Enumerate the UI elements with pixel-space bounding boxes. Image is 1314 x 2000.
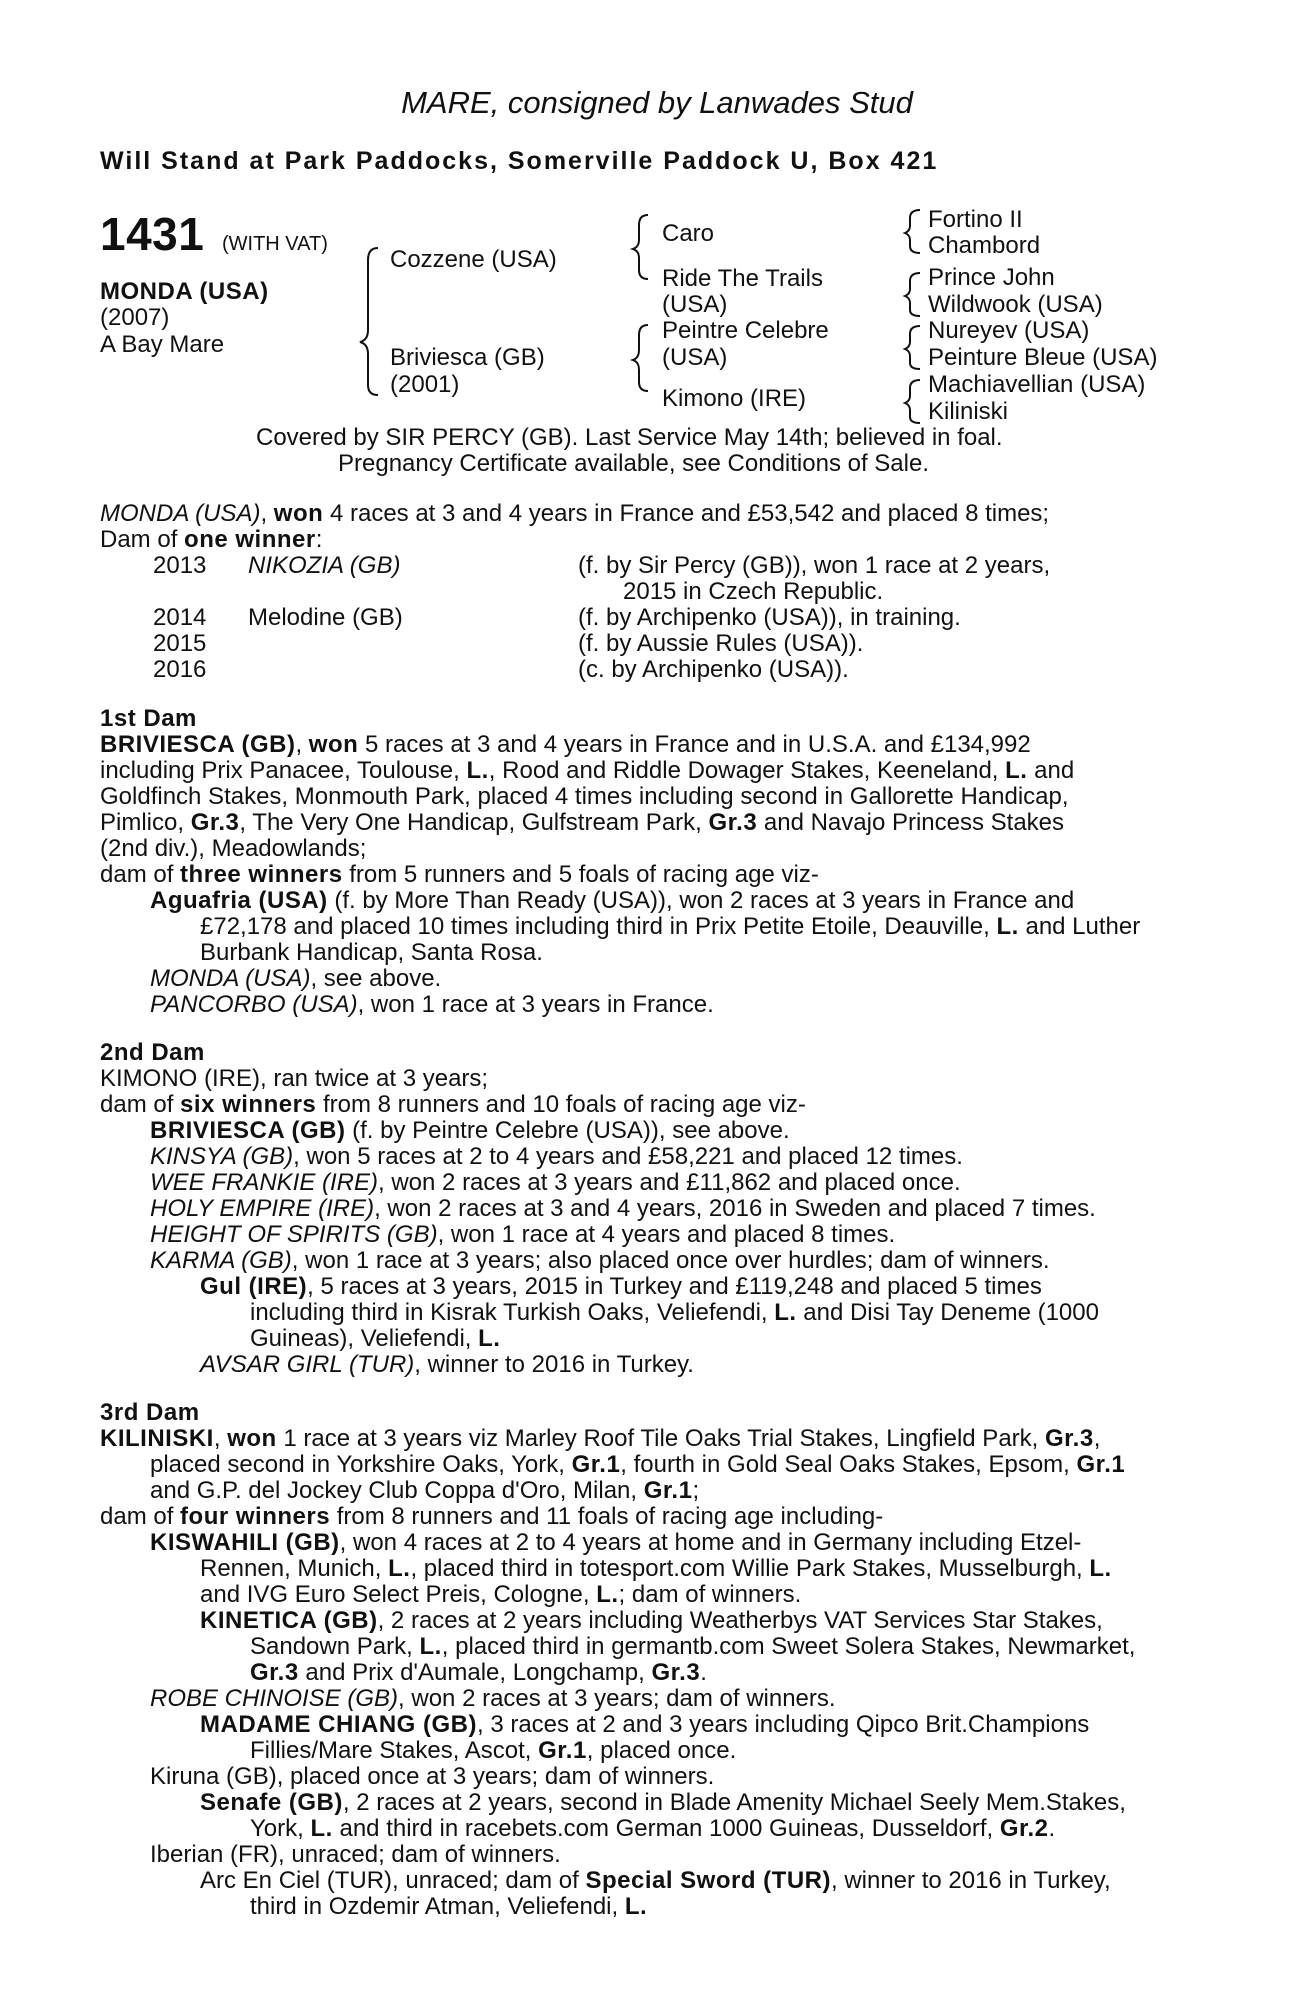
pedigree-ddd: Kiliniski — [928, 398, 1009, 425]
produce-entry: KINSYA (GB), won 5 races at 2 to 4 years and £58,221 and placed 12 times. — [150, 1143, 963, 1170]
horse-description: A Bay Mare — [100, 331, 225, 358]
first-dam-line: Pimlico, Gr.3, The Very One Handicap, Gulfstream Park, Gr.3 and Navajo Princess Stakes — [100, 809, 1065, 836]
grandproduce-entry-cont: Fillies/Mare Stakes, Ascot, Gr.1, placed once. — [250, 1737, 737, 1764]
pedigree-dam-sire: Peintre Celebre — [662, 317, 829, 344]
produce-name: Melodine (GB) — [248, 604, 403, 631]
pedigree-dam-dam: Kimono (IRE) — [662, 385, 807, 412]
produce-year: 2015 — [153, 630, 207, 657]
produce-year: 2013 — [153, 552, 207, 579]
lot-number: 1431 — [100, 208, 205, 260]
covered-note: Covered by SIR PERCY (GB). Last Service May 14th; believed in foal. — [256, 424, 1003, 451]
produce-entry: Aguafria (USA) (f. by More Than Ready (USA)), won 2 races at 3 years in France and — [150, 887, 1075, 914]
pregnancy-note: Pregnancy Certificate available, see Conditions of Sale. — [338, 450, 929, 477]
produce-entry: WEE FRANKIE (IRE), won 2 races at 3 years and £11,862 and placed once. — [150, 1169, 961, 1196]
pedigree-dsd: Peinture Bleue (USA) — [928, 344, 1158, 371]
pedigree-sss: Fortino II — [928, 206, 1023, 233]
produce-detail: (f. by Archipenko (USA)), in training. — [578, 604, 961, 631]
pedigree-sire-dam-country: (USA) — [662, 291, 728, 318]
produce-entry: Kiruna (GB), placed once at 3 years; dam of winners. — [150, 1763, 715, 1790]
produce-year: 2016 — [153, 656, 207, 683]
produce-detail: (f. by Sir Percy (GB)), won 1 race at 2 years, — [578, 552, 1051, 579]
produce-entry: PANCORBO (USA), won 1 race at 3 years in France. — [150, 991, 714, 1018]
third-dam-line: and G.P. del Jockey Club Coppa d'Oro, Milan, Gr.1; — [150, 1477, 700, 1504]
produce-entry-cont: £72,178 and placed 10 times including third in Prix Petite Etoile, Deauville, L. and Luther — [200, 913, 1141, 940]
produce-detail: (c. by Archipenko (USA)). — [578, 656, 849, 683]
pedigree-ssd: Chambord — [928, 232, 1041, 259]
grandproduce-entry-cont: Guineas), Veliefendi, L. — [250, 1325, 501, 1352]
grandproduce-entry-cont: Gr.3 and Prix d'Aumale, Longchamp, Gr.3. — [250, 1659, 707, 1686]
produce-entry: HOLY EMPIRE (IRE), won 2 races at 3 and 4 years, 2016 in Sweden and placed 7 times. — [150, 1195, 1096, 1222]
produce-detail-cont: 2015 in Czech Republic. — [623, 578, 884, 605]
third-dam-line: placed second in Yorkshire Oaks, York, Gr.1, fourth in Gold Seal Oaks Stakes, Epsom, Gr.1 — [150, 1451, 1126, 1478]
pedigree-sire: Cozzene (USA) — [390, 246, 557, 273]
pedigree-dam-sire-country: (USA) — [662, 344, 728, 371]
grandproduce-entry: KINETICA (GB), 2 races at 2 years including Weatherbys VAT Services Star Stakes, — [200, 1607, 1103, 1634]
record-line-2: Dam of one winner: — [100, 526, 323, 553]
first-dam-produce-summary: dam of three winners from 5 runners and 5 foals of racing age viz- — [100, 861, 819, 888]
second-dam-produce-summary: dam of six winners from 8 runners and 10 foals of racing age viz- — [100, 1091, 806, 1118]
first-dam-line: BRIVIESCA (GB), won 5 races at 3 and 4 years in France and in U.S.A. and £134,992 — [100, 731, 1031, 758]
horse-name: MONDA (USA) — [100, 278, 269, 305]
record-horse-name: MONDA (USA) — [100, 500, 261, 527]
second-dam-line: KIMONO (IRE), ran twice at 3 years; — [100, 1065, 489, 1092]
produce-entry-cont: Rennen, Munich, L., placed third in totesport.com Willie Park Stakes, Musselburgh, L. — [200, 1555, 1112, 1582]
horse-year: (2007) — [100, 304, 170, 331]
third-dam-heading: 3rd Dam — [100, 1399, 200, 1426]
pedigree-sire-sire: Caro — [662, 220, 715, 247]
produce-detail: (f. by Aussie Rules (USA)). — [578, 630, 864, 657]
third-dam-produce-summary: dam of four winners from 8 runners and 11 foals of racing age including- — [100, 1503, 884, 1530]
grandproduce-entry-cont: Sandown Park, L., placed third in germantb.com Sweet Solera Stakes, Newmarket, — [250, 1633, 1136, 1660]
pedigree-dds: Machiavellian (USA) — [928, 371, 1146, 398]
stand-location: Will Stand at Park Paddocks, Somerville Paddock U, Box 421 — [100, 147, 939, 175]
grandproduce-entry: MADAME CHIANG (GB), 3 races at 2 and 3 years including Qipco Brit.Champions — [200, 1711, 1090, 1738]
pedigree-dam-year: (2001) — [390, 371, 460, 398]
pedigree-dss: Nureyev (USA) — [928, 317, 1090, 344]
pedigree-sire-dam: Ride The Trails — [662, 265, 823, 292]
produce-name: NIKOZIA (GB) — [248, 552, 401, 579]
record-line-1: MONDA (USA), won 4 races at 3 and 4 years in France and £53,542 and placed 8 times; — [100, 500, 1050, 527]
produce-entry: KISWAHILI (GB), won 4 races at 2 to 4 years at home and in Germany including Etzel- — [150, 1529, 1082, 1556]
grandproduce-entry: Gul (IRE), 5 races at 3 years, 2015 in Turkey and £119,248 and placed 5 times — [200, 1273, 1042, 1300]
page-title: MARE, consigned by Lanwades Stud — [401, 85, 913, 120]
produce-entry: ROBE CHINOISE (GB), won 2 races at 3 years; dam of winners. — [150, 1685, 836, 1712]
vat-note: (WITH VAT) — [222, 233, 328, 255]
produce-entry: MONDA (USA), see above. — [150, 965, 442, 992]
produce-entry: HEIGHT OF SPIRITS (GB), won 1 race at 4 years and placed 8 times. — [150, 1221, 896, 1248]
first-dam-line: including Prix Panacee, Toulouse, L., Rood and Riddle Dowager Stakes, Keeneland, L. and — [100, 757, 1075, 784]
winner-count: one winner — [184, 526, 316, 553]
grandproduce-entry-cont: third in Ozdemir Atman, Veliefendi, L. — [250, 1893, 648, 1920]
grandproduce-entry-cont: York, L. and third in racebets.com German 1000 Guineas, Dusseldorf, Gr.2. — [250, 1815, 1056, 1842]
record-won: won — [273, 500, 324, 527]
produce-entry-cont: and IVG Euro Select Preis, Cologne, L.; dam of winners. — [200, 1581, 802, 1608]
grandproduce-entry-cont: including third in Kisrak Turkish Oaks, Veliefendi, L. and Disi Tay Deneme (1000 — [250, 1299, 1099, 1326]
grandproduce-entry: Senafe (GB), 2 races at 2 years, second in Blade Amenity Michael Seely Mem.Stakes, — [200, 1789, 1126, 1816]
grandproduce-entry: AVSAR GIRL (TUR), winner to 2016 in Turkey. — [200, 1351, 694, 1378]
first-dam-line: (2nd div.), Meadowlands; — [100, 835, 367, 862]
grandproduce-entry: Arc En Ciel (TUR), unraced; dam of Special Sword (TUR), winner to 2016 in Turkey, — [200, 1867, 1111, 1894]
pedigree-sdd: Wildwook (USA) — [928, 291, 1103, 318]
produce-entry: BRIVIESCA (GB) (f. by Peintre Celebre (USA)), see above. — [150, 1117, 790, 1144]
produce-entry-cont: Burbank Handicap, Santa Rosa. — [200, 939, 543, 966]
first-dam-line: Goldfinch Stakes, Monmouth Park, placed 4 times including second in Gallorette Handicap, — [100, 783, 1069, 810]
first-dam-heading: 1st Dam — [100, 705, 197, 732]
second-dam-heading: 2nd Dam — [100, 1039, 205, 1066]
third-dam-line: KILINISKI, won 1 race at 3 years viz Marley Roof Tile Oaks Trial Stakes, Lingfield Park, Gr.3, — [100, 1425, 1101, 1452]
record-detail: 4 races at 3 and 4 years in France and £53,542 and placed 8 times; — [323, 500, 1050, 527]
pedigree-sds: Prince John — [928, 264, 1055, 291]
produce-entry: KARMA (GB), won 1 race at 3 years; also placed once over hurdles; dam of winners. — [150, 1247, 1050, 1274]
produce-entry: Iberian (FR), unraced; dam of winners. — [150, 1841, 561, 1868]
produce-year: 2014 — [153, 604, 207, 631]
pedigree-dam: Briviesca (GB) — [390, 344, 545, 371]
